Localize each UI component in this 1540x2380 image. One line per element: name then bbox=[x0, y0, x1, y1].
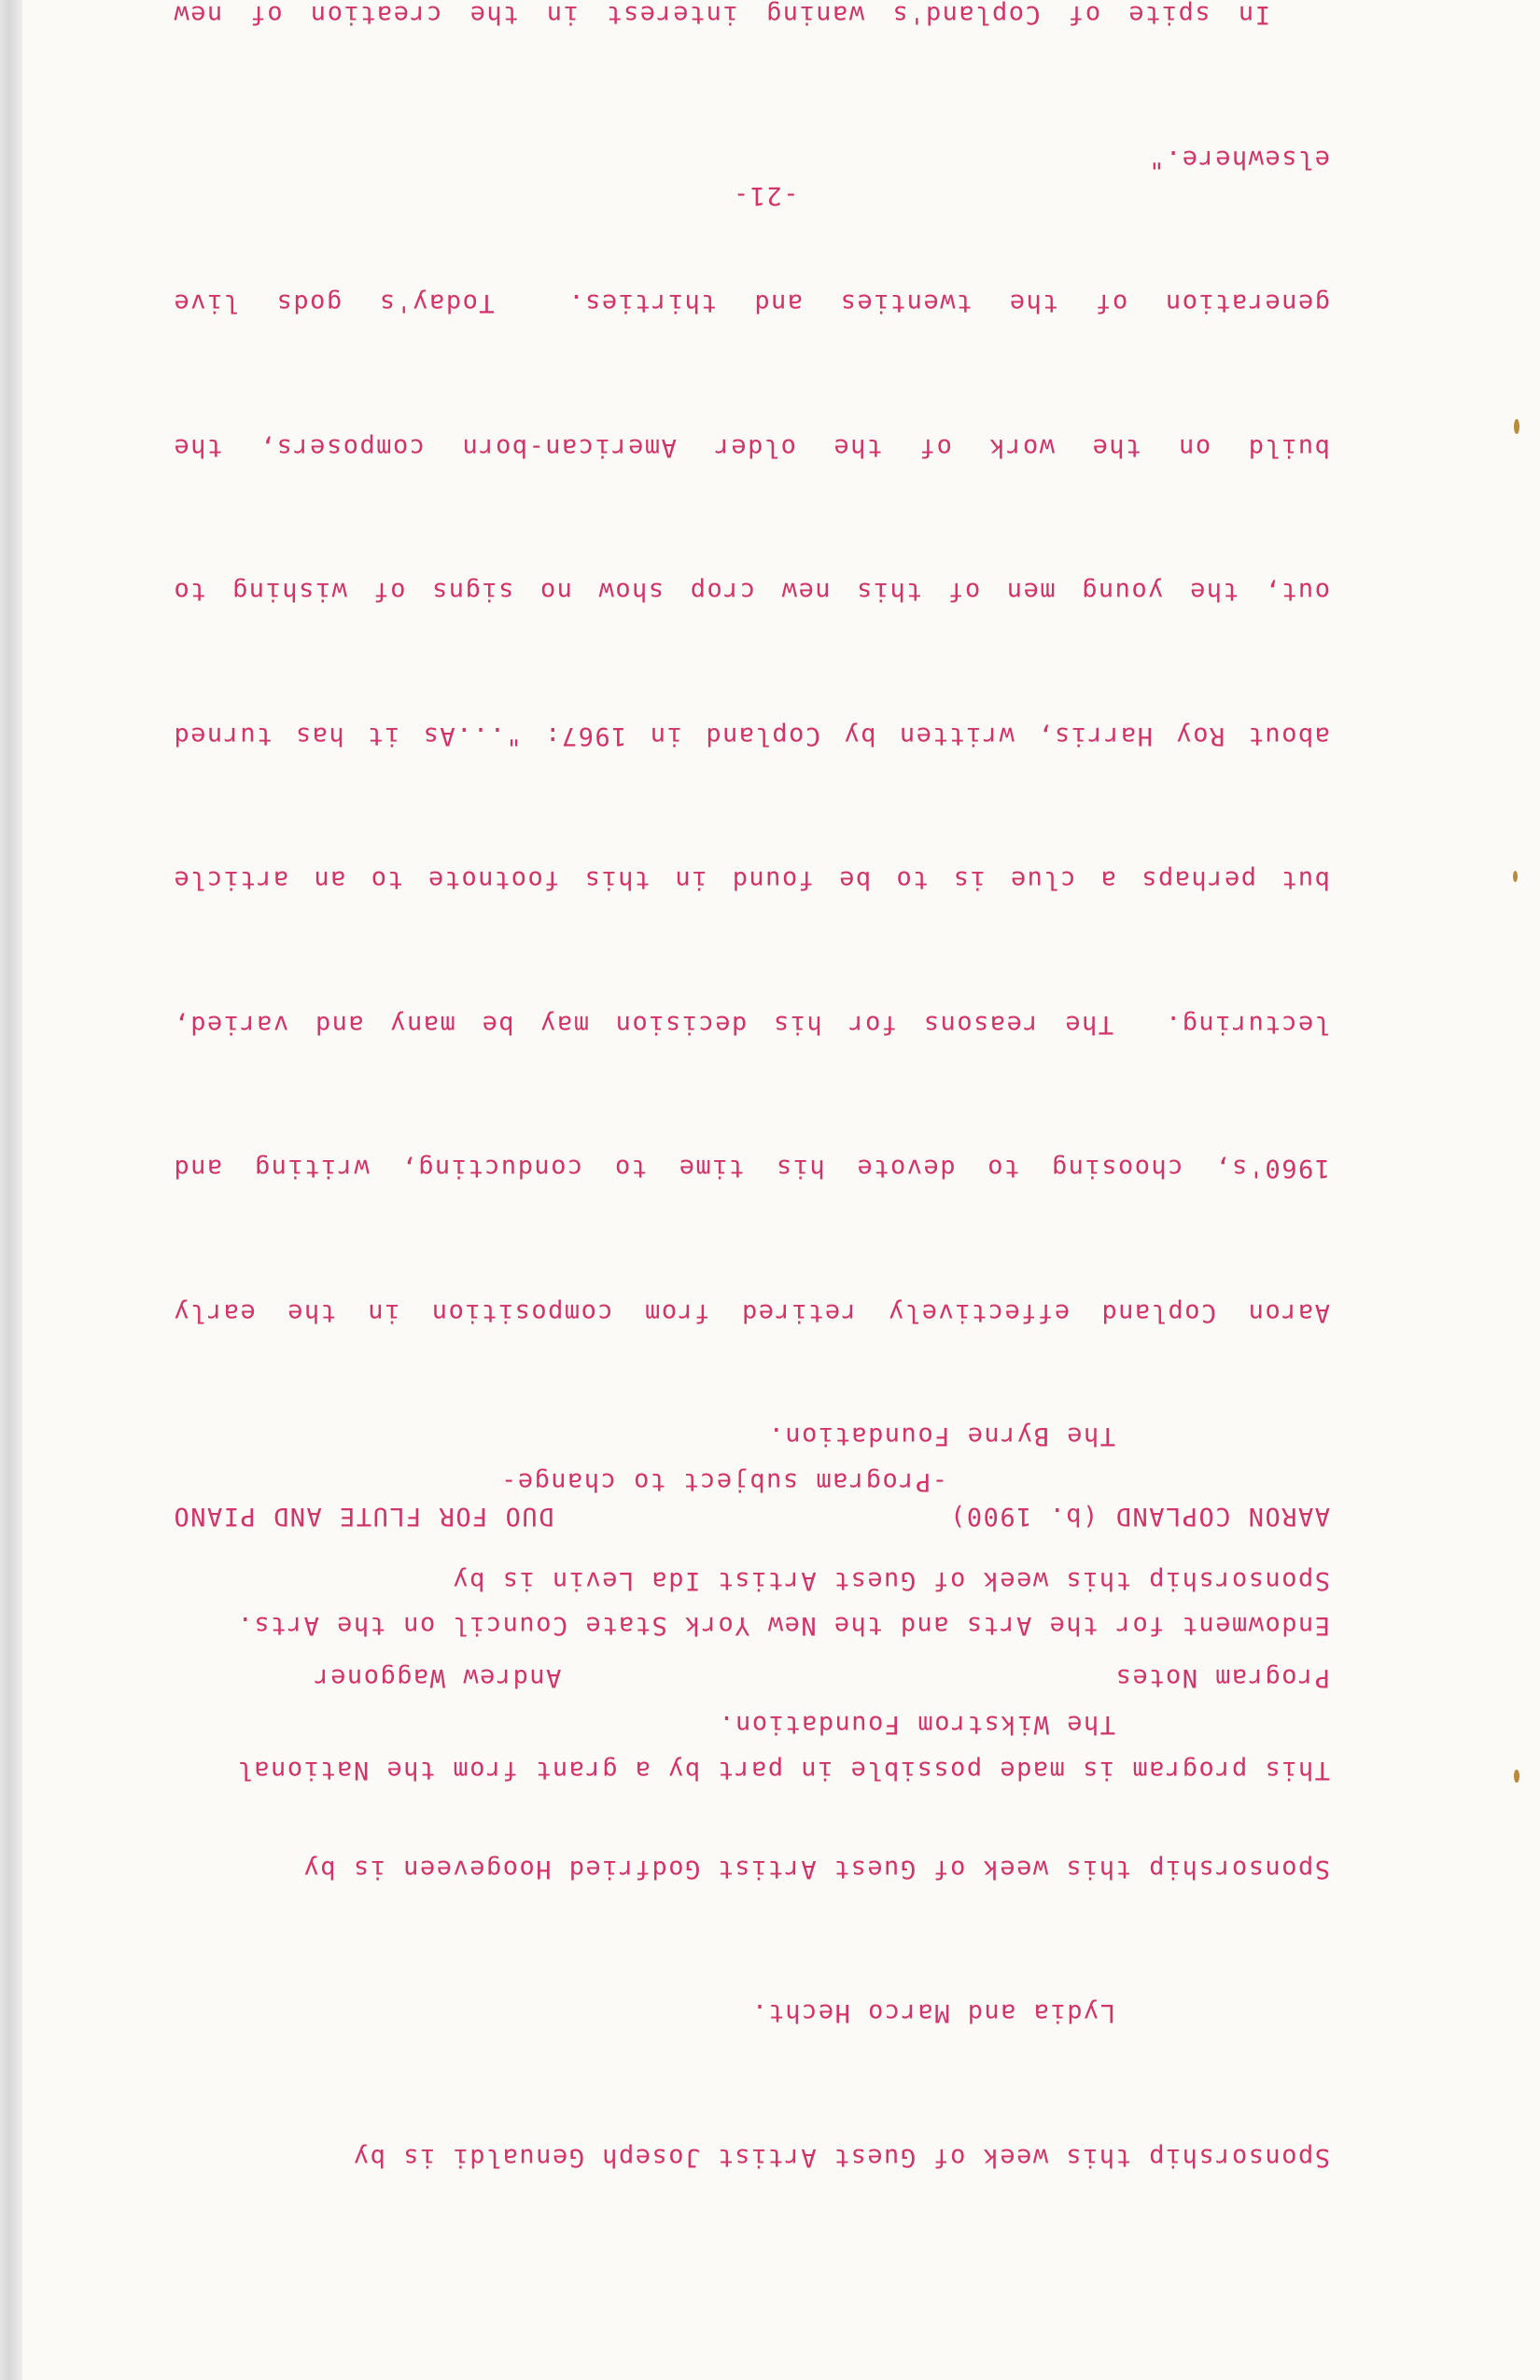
composer-name: AARON COPLAND (b. 1900) bbox=[948, 1502, 1330, 1531]
sponsorship-line: The Byrne Foundation. bbox=[767, 1421, 1115, 1451]
body-line: lecturing. The reasons for his decision may be many and varied, bbox=[173, 1010, 1330, 1039]
body-line: out, the young men of this new crop show no signs of wishing to bbox=[173, 577, 1330, 607]
scan-blemish bbox=[1513, 871, 1518, 882]
body-line: but perhaps a clue is to be found in this footnote to an article bbox=[173, 865, 1330, 895]
body-line: 1960's, choosing to devote his time to conducting, writing and bbox=[173, 1154, 1330, 1183]
scan-blemish bbox=[1514, 419, 1519, 434]
grant-line: Endowment for the Arts and the New York State Council on the Arts. bbox=[236, 1611, 1330, 1641]
piece-title: DUO FOR FLUTE AND PIANO bbox=[173, 1502, 554, 1531]
grant-notice bbox=[173, 1362, 1330, 1891]
sponsorship-line: Sponsorship this week of Guest Artist Ida Levin is by bbox=[451, 1566, 1330, 1595]
sponsorship-line: Sponsorship this week of Guest Artist Godfried Hoogeveen is by bbox=[302, 1855, 1330, 1883]
body-line: build on the work of the older American-born composers, the bbox=[173, 433, 1330, 462]
body-line: Aaron Copland effectively retired from composition in the early bbox=[173, 1298, 1330, 1327]
body-line: about Roy Harris, written by Copland in 1967: "...As it has turned bbox=[173, 721, 1330, 750]
body-line: In spite of Copland's waning interest in the creation of new bbox=[173, 0, 1270, 30]
sponsorship-line: Lydia and Marco Hecht. bbox=[750, 1998, 1115, 2028]
program-change-note: -Program subject to change- bbox=[499, 1467, 947, 1496]
piece-heading bbox=[173, 1492, 1330, 1541]
grant-line: This program is made possible in part by a grant from the National bbox=[236, 1756, 1330, 1785]
body-line: generation of the twenties and thirties. Today's gods live bbox=[173, 288, 1330, 318]
notes-header bbox=[173, 1654, 1330, 1702]
section-title: Program Notes bbox=[1114, 1663, 1330, 1692]
scan-edge bbox=[0, 0, 22, 2380]
scan-blemish bbox=[1514, 1770, 1519, 1783]
sponsorship-line: The Wikstrom Foundation. bbox=[717, 1710, 1115, 1740]
body-line: elsewhere." bbox=[1147, 145, 1330, 174]
notes-author: Andrew Waggoner bbox=[313, 1663, 562, 1692]
sponsorship-line: Sponsorship this week of Guest Artist Joseph Genualdi is by bbox=[352, 2143, 1330, 2172]
page-number: -21- bbox=[732, 181, 799, 210]
